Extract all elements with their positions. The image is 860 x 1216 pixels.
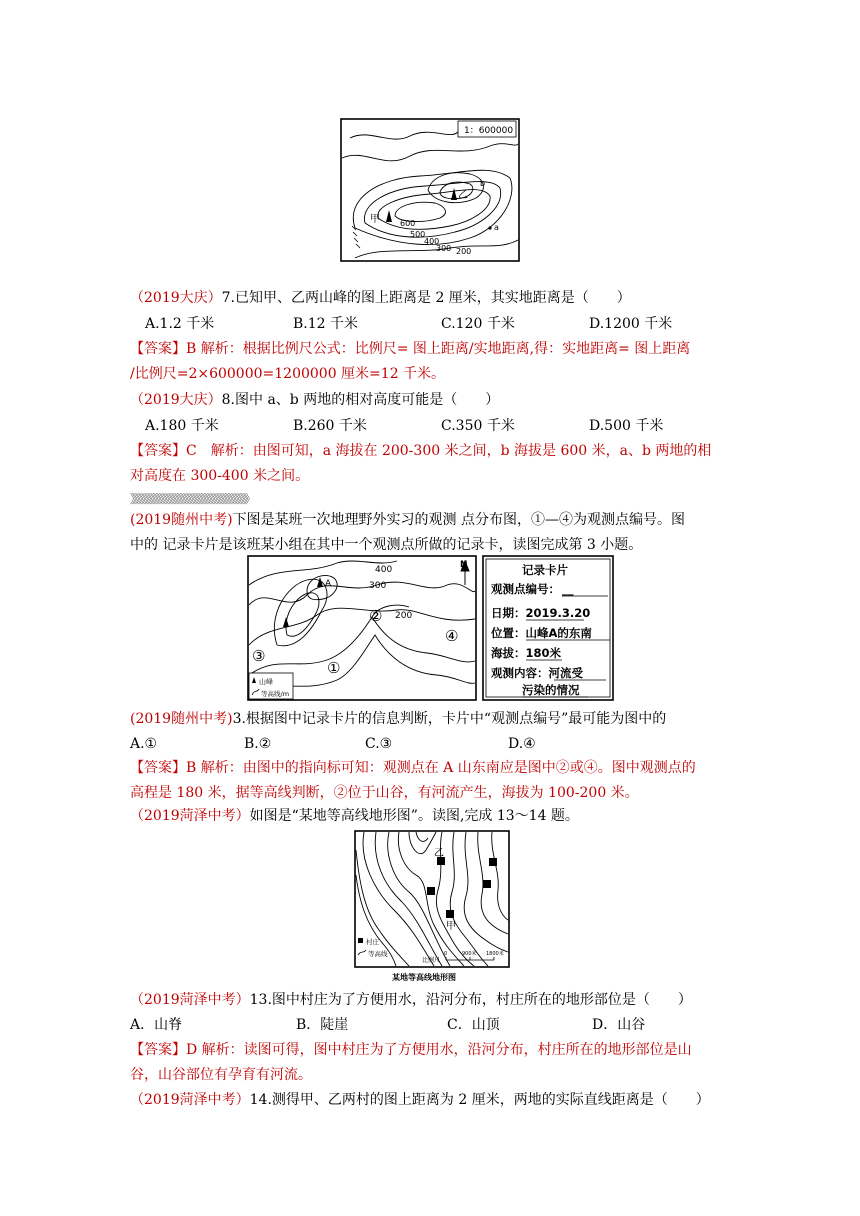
contour-map-figure-1 [340,118,520,262]
q3-source: (2019随州中考) [130,711,233,727]
legend-contour-3: 等高线 [368,950,388,958]
heze-intro [130,806,579,826]
q7-answer-line-1: 【答案】B 解析：根据比例尺公式：比例尺= 图上距离/实地距离,得：实地距离= 图上距离 [130,341,691,357]
point-a-label: a [494,223,499,232]
q7-answer-line-2: /比例尺=2×600000=1200000 厘米=12 千米。 [130,366,446,382]
q7-stem: 7.已知甲、乙两山峰的图上距离是 2 厘米，其实地距离是（ ） [221,290,631,306]
q8-source: （2019大庆） [130,392,222,408]
q14-question [130,1090,710,1110]
map2-contour-400: 400 [375,565,393,575]
q7-option-c: C.120 千米 [441,316,515,332]
heze-intro-text: 如图是“某地等高线地形图”。读图,完成 13～14 题。 [249,808,579,824]
q8-option-b: B.260 千米 [293,418,367,434]
contour-500-label: 500 [410,230,426,239]
card-position: 位置：山峰A的东南 [491,626,592,640]
point-b-label: b [480,179,486,188]
legend-village: 村庄 [366,938,379,946]
q13-answer-line-1: 【答案】D 解析：读图可得，图中村庄为了方便用水，沿河分布，村庄所在的地形部位是山 [130,1042,692,1058]
card-id-label: 观测点编号： [491,582,560,596]
q7-option-b: B.12 千米 [293,316,359,332]
card-altitude: 海拔：180米 [491,646,562,660]
q13-source: （2019菏泽中考） [130,992,250,1008]
scale-900: 900米 [462,951,477,957]
observation-point-1: ① [327,659,341,677]
peak-yi-label: 乙 [458,190,468,201]
q3-option-b: B.② [244,736,272,752]
suizhou-intro-line-1 [130,510,685,530]
q3-option-d: D.④ [508,736,536,752]
contour-200-label: 200 [456,247,472,256]
q13-option-b: B．陡崖 [296,1017,349,1033]
suizhou-intro-line-2: 中的 记录卡片是该班某小组在其中一个观测点所做的记录卡，读图完成第 3 小题。 [130,537,643,553]
q8-question [130,390,499,410]
q7-option-d: D.1200 千米 [589,316,673,332]
map2-contour-300: 300 [369,581,387,591]
observation-point-3: ③ [252,647,266,665]
north-arrow-label: N [460,560,468,570]
contour-300-label: 300 [436,244,452,253]
peak-jia-label: 甲 [370,214,380,225]
scale-label: 1：600000 [464,126,514,136]
scale-1800: 1800米 [486,951,504,957]
contour-600-label: 600 [400,219,416,228]
figure-3-caption: 某地等高线地形图 [392,973,456,982]
q3-option-c: C.③ [365,736,393,752]
q8-option-d: D.500 千米 [589,418,664,434]
q8-option-a: A.180 千米 [145,418,219,434]
section-divider: 》》》》》》》》》》》》》》》》》》》》》》》》》》》》》》》》》》》》》》》 [130,492,254,506]
record-card [482,555,614,701]
card-date: 日期：2019.3.20 [491,606,591,620]
observation-point-4: ④ [445,627,459,645]
contour-400-label: 400 [424,237,440,246]
q3-answer-line-1: 【答案】B 解析：由图中的指向标可知：观测点在 A 山东南应是图中②或④。图中观测点的 [130,760,696,776]
q3-stem: 3.根据图中记录卡片的信息判断，卡片中“观测点编号”最可能为图中的 [232,711,667,727]
card-title: 记录卡片 [522,563,568,577]
scale-0: 0 [444,951,448,957]
scale-bar-label: 比例尺 [422,957,441,964]
legend-peak: 山峰 [259,678,273,686]
q14-stem: 14.测得甲、乙两村的图上距离为 2 厘米，两地的实际直线距离是（ ） [249,1092,710,1108]
q8-answer-line-1: 【答案】C 解析：由图可知，a 海拔在 200-300 米之间，b 海拔是 600 米，a、b 两地的相 [130,443,712,459]
q14-source: （2019菏泽中考） [130,1092,250,1108]
q3-question [130,709,666,729]
card-content-2: 污染的情况 [522,683,580,697]
q13-option-a: A．山脊 [130,1017,183,1033]
q7-source: （2019大庆） [130,290,222,306]
q8-stem: 8.图中 a、b 两地的相对高度可能是（ ） [221,392,500,408]
legend-contour: 等高线/m [261,690,290,698]
q7-question [130,288,631,308]
q7-option-a: A.1.2 千米 [145,316,215,332]
q3-answer-line-2: 高程是 180 米，据等高线判断，②位于山谷，有河流产生，海拔为 100-200 米。 [130,785,639,801]
observation-map-figure-2 [247,555,477,701]
village-jia-label: 甲 [446,921,456,932]
q8-option-c: C.350 千米 [441,418,515,434]
observation-point-2: ② [369,607,383,625]
q13-option-c: C．山顶 [447,1017,500,1033]
contour-map-figure-3 [354,830,510,984]
map2-contour-200: 200 [395,611,413,621]
q8-answer-line-2: 对高度在 300-400 米之间。 [130,468,310,484]
q13-option-d: D．山谷 [592,1017,646,1033]
card-id-value: __ [562,582,574,596]
village-yi-label: 乙 [434,848,444,859]
q13-answer-line-2: 谷，山谷部位有孕育有河流。 [130,1067,312,1083]
q3-option-a: A.① [130,736,158,752]
q13-question [130,990,692,1010]
peak-a-label: A [325,579,332,589]
suizhou-intro-text-1: 下图是某班一次地理野外实习的观测 点分布图，①—④为观测点编号。图 [232,512,686,528]
suizhou-intro-source: (2019随州中考) [130,512,233,528]
heze-intro-source: （2019菏泽中考） [130,808,250,824]
card-content-1: 观测内容：河流受 [491,666,583,680]
q13-stem: 13.图中村庄为了方便用水，沿河分布，村庄所在的地形部位是（ ） [249,992,692,1008]
